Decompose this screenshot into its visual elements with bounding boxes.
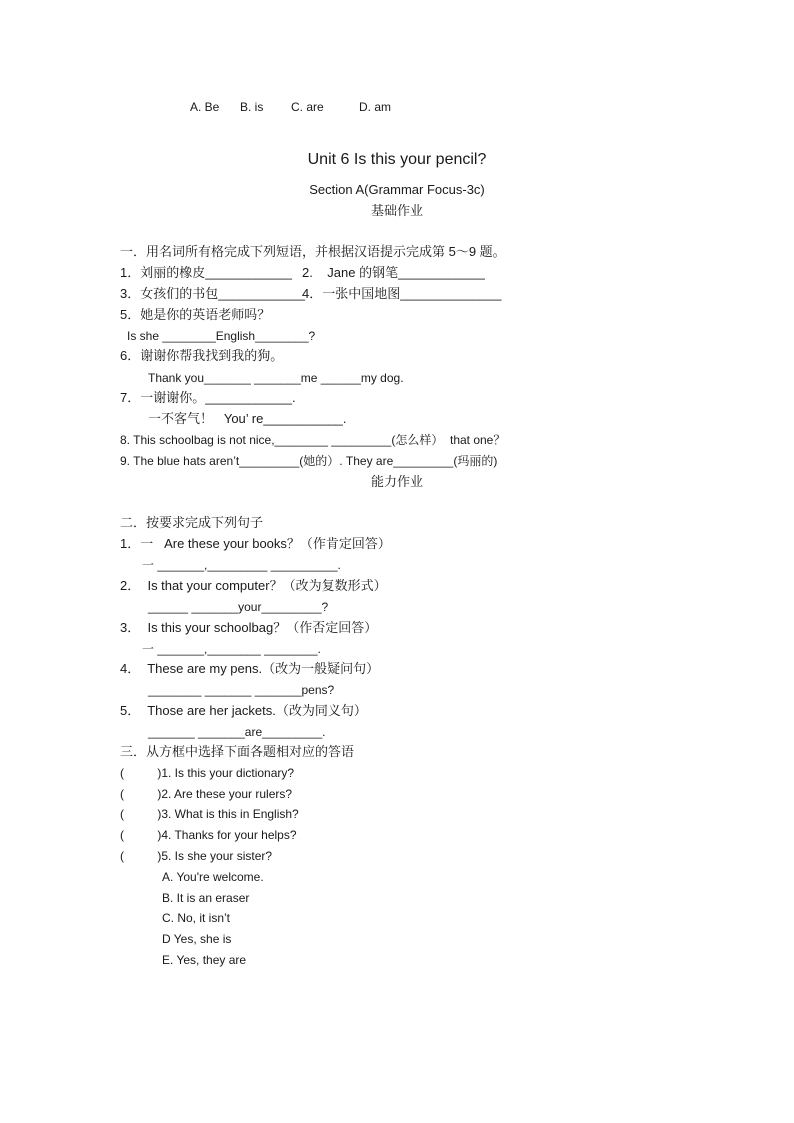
- part2-q3-answer-line: 一 _______,________ ________.: [142, 642, 321, 656]
- part3-choice-e: E. Yes, they are: [162, 953, 247, 967]
- part1-heading: 一．用名词所有格完成下列短语，并根据汉语提示完成第 5～9 题。: [120, 244, 506, 259]
- part3-choice-b: B. It is an eraser: [162, 891, 250, 905]
- part3-question-5: ( )5. Is she your sister?: [120, 849, 273, 863]
- part1-q7-answer-line: 一不客气！ You’ re___________.: [148, 411, 347, 426]
- part1-q5: 5．她是你的英语老师吗？: [120, 307, 271, 322]
- part3-question-2: ( )2. Are these your rulers?: [120, 787, 293, 801]
- option-b: B. is: [240, 100, 264, 114]
- part1-q6: 6．谢谢你帮我找到我的狗。: [120, 348, 284, 363]
- part3-choice-a: A. You're welcome.: [162, 870, 264, 884]
- section-subtitle: Section A(Grammar Focus-3c): [309, 182, 485, 197]
- part1-q9: 9. The blue hats aren’t_________(她的）. They are_________(玛丽的): [120, 454, 498, 468]
- part1-q2: 2. Jane 的钢笔____________: [302, 265, 485, 280]
- part1-q1: 1．刘丽的橡皮____________: [120, 265, 292, 280]
- option-a: A. Be: [190, 100, 220, 114]
- ability-homework-heading: 能力作业: [370, 474, 423, 489]
- option-c: C. are: [291, 100, 324, 114]
- part3-question-1: ( )1. Is this your dictionary?: [120, 766, 295, 780]
- part2-q1-answer-line: 一 _______,_________ __________.: [142, 558, 341, 572]
- part2-q4: 4． These are my pens.（改为一般疑问句）: [120, 661, 380, 676]
- option-d: D. am: [359, 100, 392, 114]
- basic-homework-heading: 基础作业: [370, 203, 423, 218]
- part3-question-3: ( )3. What is this in English?: [120, 807, 299, 821]
- part2-heading: 二．按要求完成下列句子: [120, 515, 264, 530]
- page-title: Unit 6 Is this your pencil?: [307, 151, 487, 168]
- part2-q2-answer-line: ______ _______your_________?: [148, 600, 329, 614]
- part2-q1: 1．一 Are these your books？（作肯定回答）: [120, 536, 391, 551]
- part1-q8: 8. This schoolbag is not nice,________ _________(怎么样） that one？: [120, 433, 506, 447]
- part3-choice-c: C. No, it isn’t: [162, 911, 231, 925]
- part2-q2: 2． Is that your computer？（改为复数形式）: [120, 578, 387, 593]
- part3-heading: 三．从方框中选择下面各题相对应的答语: [120, 744, 355, 759]
- part2-q5: 5． Those are her jackets.（改为同义句）: [120, 703, 367, 718]
- part2-q5-answer-line: _______ _______are_________.: [148, 725, 326, 739]
- part2-q3: 3． Is this your schoolbag？（作否定回答）: [120, 620, 378, 635]
- part3-choice-d: D Yes, she is: [162, 932, 232, 946]
- part1-q7: 7．一谢谢你。____________.: [120, 390, 296, 405]
- part1-q5-answer-line: Is she ________English________?: [127, 329, 316, 343]
- part1-q6-answer-line: Thank you_______ _______me ______my dog.: [148, 371, 404, 385]
- part1-q4: 4．一张中国地图______________: [302, 286, 502, 301]
- part3-question-4: ( )4. Thanks for your helps?: [120, 828, 297, 842]
- part1-q3: 3．女孩们的书包____________: [120, 286, 305, 301]
- part2-q4-answer-line: ________ _______ _______pens?: [148, 683, 335, 697]
